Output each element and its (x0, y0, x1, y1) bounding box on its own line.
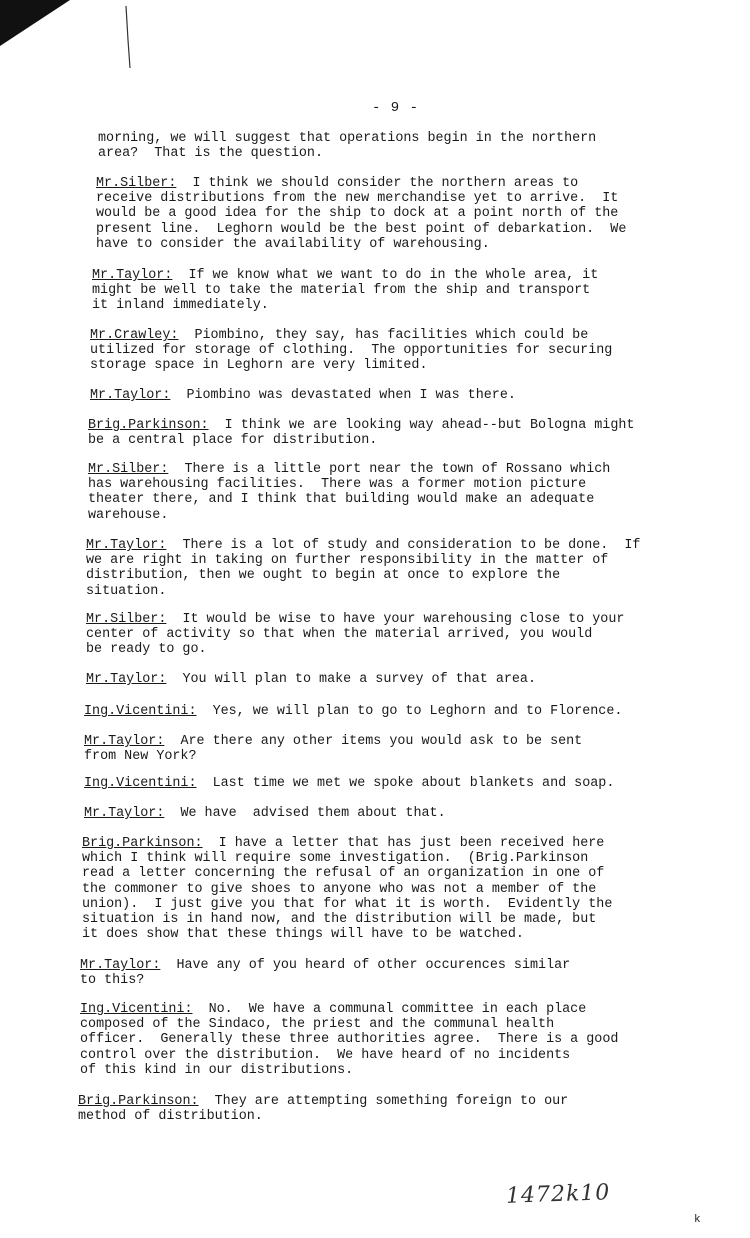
scan-corner-shadow (0, 0, 70, 46)
line-text: I think we are looking way ahead--but Bologna might (224, 418, 635, 433)
line-text: situation. (86, 583, 167, 599)
line-text: We have advised them about that. (180, 806, 446, 821)
line-text: distribution, then we ought to begin at once to explore the (86, 568, 561, 584)
transcript-line (84, 734, 750, 749)
line-text: be a central place for distribution. (88, 433, 378, 449)
line-text: might be well to take the material from the ship and transport (92, 283, 591, 299)
transcript-entry (88, 462, 750, 523)
line-text: would be a good idea for the ship to dock at a point north of the (96, 206, 619, 222)
speaker-name: Mr.Crawley: (90, 328, 179, 343)
transcript-entry (88, 418, 750, 448)
transcript-entry (90, 388, 750, 403)
transcript-line (84, 749, 750, 764)
speaker-name: Mr.Taylor: (80, 958, 161, 973)
scan-scratch-mark (118, 0, 138, 80)
speaker-name: Brig.Parkinson: (78, 1094, 199, 1109)
speaker-name: Brig.Parkinson: (82, 836, 203, 851)
speaker-name: Mr.Silber: (86, 612, 167, 627)
transcript-line (86, 538, 750, 553)
line-text: be ready to go. (86, 642, 207, 658)
transcript-line (88, 462, 750, 477)
transcript-line (86, 568, 750, 583)
line-text: theater there, and I think that building would make an adequate (88, 492, 595, 508)
transcript-entry (80, 958, 750, 988)
transcript-entry (86, 672, 750, 687)
speaker-name: Mr.Taylor: (84, 734, 165, 749)
line-text: storage space in Leghorn are very limited. (90, 358, 428, 374)
transcript-line (90, 388, 750, 403)
line-text: control over the distribution. We have heard of no incidents (80, 1047, 571, 1063)
line-text: which I think will require some investigation. (Brig.Parkinson (82, 851, 589, 867)
transcript-entry (84, 776, 750, 791)
transcript-entry (86, 612, 750, 658)
transcript-line (84, 704, 750, 719)
speaker-name: Ing.Vicentini: (80, 1002, 193, 1017)
line-text: read a letter concerning the refusal of an organization in one of (82, 866, 605, 882)
transcript-line (86, 553, 750, 568)
transcript-line (80, 958, 750, 973)
transcript-line (98, 146, 750, 161)
transcript-line (90, 358, 750, 373)
transcript-line (78, 1109, 750, 1124)
edge-mark: k (694, 1214, 701, 1226)
line-text: union). I just give you that for what it is worth. Evidently the (82, 896, 613, 912)
line-text: Last time we met we spoke about blankets and soap. (212, 776, 615, 791)
speaker-name: Mr.Taylor: (84, 806, 165, 821)
line-text: has warehousing facilities. There was a former motion picture (88, 477, 587, 493)
speaker-name: Mr.Silber: (96, 176, 177, 191)
line-text: You will plan to make a survey of that area. (182, 672, 537, 687)
transcript-line (96, 222, 750, 237)
transcript-line (82, 866, 750, 881)
transcript-line (88, 418, 750, 433)
transcript-line (82, 912, 750, 927)
line-text: Are there any other items you would ask to be sent (180, 734, 583, 749)
transcript-entry (78, 1094, 750, 1124)
line-text: method of distribution. (78, 1109, 263, 1125)
line-text: Yes, we will plan to go to Leghorn and to Florence. (212, 704, 623, 719)
line-text: have to consider the availability of warehousing. (96, 236, 490, 252)
transcript-entry (80, 1002, 750, 1078)
transcript-entry (84, 704, 750, 719)
transcript-line (96, 206, 750, 221)
handwritten-reference-number: 1472k10 (505, 1180, 611, 1209)
transcript-line (92, 298, 750, 313)
transcript-line (88, 433, 750, 448)
line-text: It would be wise to have your warehousing close to your (182, 612, 625, 627)
transcript-entry (86, 538, 750, 599)
line-text: composed of the Sindaco, the priest and the communal health (80, 1017, 555, 1033)
transcript-line (86, 642, 750, 657)
transcript-line (82, 882, 750, 897)
transcript-entry (84, 806, 750, 821)
transcript-line (96, 176, 750, 191)
transcript-line (98, 131, 750, 146)
page-number: - 9 - (372, 100, 420, 116)
speaker-name: Mr.Taylor: (86, 672, 167, 687)
speaker-name: Mr.Taylor: (92, 268, 173, 283)
line-text: No. We have a communal committee in each place (208, 1002, 587, 1017)
transcript-line (86, 584, 750, 599)
transcript-line (92, 283, 750, 298)
line-text: situation is in hand now, and the distribution will be made, but (82, 912, 597, 928)
line-text: to this? (80, 973, 145, 989)
line-text: I have a letter that has just been received here (218, 836, 605, 851)
speaker-name: Mr.Taylor: (86, 538, 167, 553)
line-text: They are attempting something foreign to our (214, 1094, 569, 1109)
transcript-entry (96, 176, 750, 252)
transcript-line (80, 1002, 750, 1017)
transcript-line (88, 477, 750, 492)
line-text: area? That is the question. (98, 146, 323, 162)
transcript-line (86, 672, 750, 687)
line-text: we are right in taking on further responsibility in the matter of (86, 553, 609, 569)
line-text: officer. Generally these three authorities agree. There is a good (80, 1032, 619, 1048)
speaker-name: Ing.Vicentini: (84, 776, 197, 791)
transcript-line (82, 927, 750, 942)
speaker-name: Mr.Taylor: (90, 388, 171, 403)
transcript-line (78, 1094, 750, 1109)
transcript-line (80, 1017, 750, 1032)
speaker-name: Ing.Vicentini: (84, 704, 197, 719)
line-text: morning, we will suggest that operations begin in the northern (98, 131, 597, 146)
line-text: from New York? (84, 749, 197, 765)
transcript-entry (90, 328, 750, 374)
line-text: center of activity so that when the material arrived, you would (86, 627, 593, 643)
line-text: receive distributions from the new merchandise yet to arrive. It (96, 191, 619, 207)
line-text: the commoner to give shoes to anyone who was not a member of the (82, 881, 597, 897)
line-text: present line. Leghorn would be the best point of debarkation. We (96, 221, 627, 237)
transcript-entry (92, 268, 750, 314)
transcript-line (80, 1048, 750, 1063)
line-text: Have any of you heard of other occurences similar (176, 958, 571, 973)
transcript-line (84, 806, 750, 821)
transcript-line (86, 627, 750, 642)
transcript-entry (82, 836, 750, 942)
transcript-line (82, 897, 750, 912)
transcript-line (80, 973, 750, 988)
line-text: There is a lot of study and consideration to be done. If (182, 538, 641, 553)
transcript-line (88, 508, 750, 523)
transcript-entry (98, 131, 750, 161)
transcript-line (96, 237, 750, 252)
transcript-line (80, 1063, 750, 1078)
transcript-line (88, 492, 750, 507)
line-text: There is a little port near the town of Rossano which (184, 462, 611, 477)
speaker-name: Brig.Parkinson: (88, 418, 209, 433)
line-text: it does show that these things will have to be watched. (82, 927, 524, 943)
line-text: of this kind in our distributions. (80, 1062, 354, 1078)
transcript-line (86, 612, 750, 627)
transcript-line (96, 191, 750, 206)
line-text: utilized for storage of clothing. The opportunities for securing (90, 343, 613, 359)
line-text: warehouse. (88, 507, 169, 523)
transcript-line (92, 268, 750, 283)
transcript-line (90, 328, 750, 343)
line-text: If we know what we want to do in the whole area, it (188, 268, 599, 283)
line-text: I think we should consider the northern areas to (192, 176, 579, 191)
line-text: Piombino, they say, has facilities which could be (194, 328, 589, 343)
transcript-line (80, 1032, 750, 1047)
speaker-name: Mr.Silber: (88, 462, 169, 477)
line-text: Piombino was devastated when I was there. (186, 388, 516, 403)
transcript-entry (84, 734, 750, 764)
transcript-line (82, 836, 750, 851)
transcript-line (82, 851, 750, 866)
transcript-line (90, 343, 750, 358)
line-text: it inland immediately. (92, 298, 269, 314)
transcript-line (84, 776, 750, 791)
